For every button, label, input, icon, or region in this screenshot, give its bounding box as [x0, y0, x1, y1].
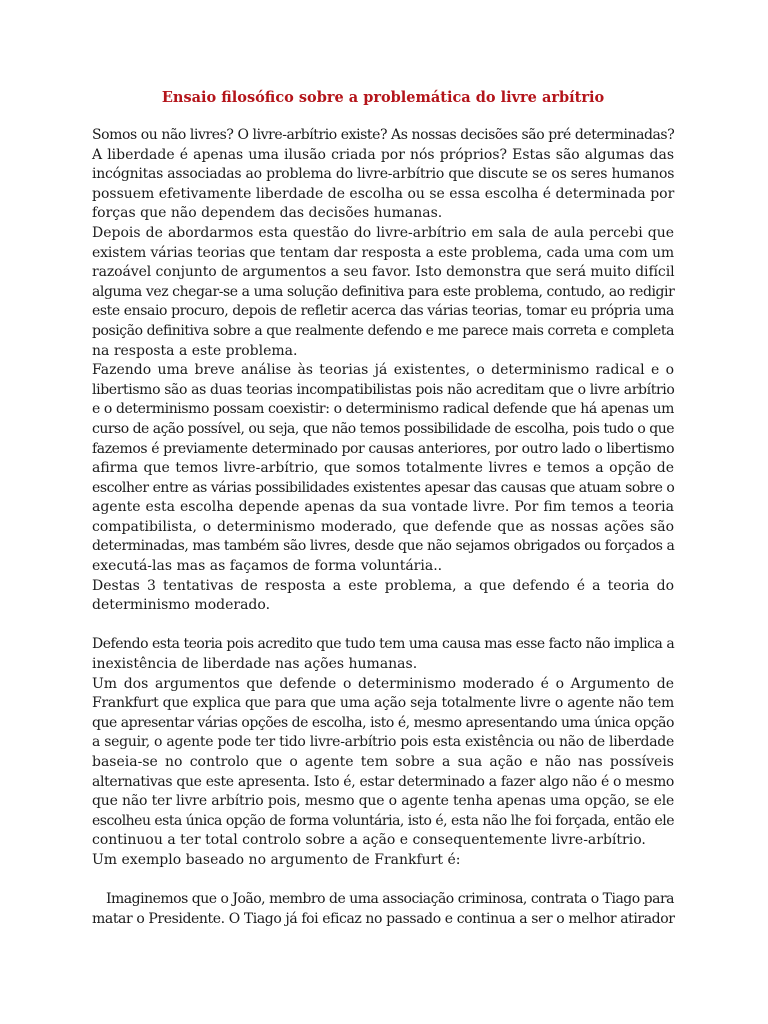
text-line: razoável conjunto de argumentos a seu favor. Isto demonstra que será muito difícil — [92, 264, 675, 281]
text-line: e o determinismo possam coexistir: o determinismo radical defende que há apenas um — [92, 401, 674, 418]
text-line: Um exemplo baseado no argumento de Frankfurt é: — [92, 851, 461, 868]
text-line: alguma vez chegar-se a uma solução definitiva para este problema, contudo, ao redigir — [92, 283, 675, 300]
text-line: fazemos é previamente determinado por causas anteriores, por outro lado o libertismo — [92, 440, 675, 457]
text-line: Defendo esta teoria pois acredito que tudo tem uma causa mas esse facto não implica a — [92, 636, 675, 653]
text-line: a seguir, o agente pode ter tido livre-arbítrio pois esta existência ou não de liberdade — [92, 734, 674, 751]
text-line: existem várias teorias que tentam dar resposta a este problema, cada uma com um — [92, 244, 674, 261]
text-line: Fazendo uma breve análise às teorias já existentes, o determinismo radical e o — [92, 362, 674, 379]
paragraph — [92, 890, 674, 929]
text-line: Depois de abordarmos esta questão do livre-arbítrio em sala de aula percebi que — [92, 224, 674, 241]
text-line: possuem efetivamente liberdade de escolha ou se essa escolha é determinada por — [92, 185, 675, 202]
text-line: que apresentar várias opções de escolha, isto é, mesmo apresentando uma única opção — [92, 714, 674, 731]
paragraph — [92, 577, 674, 616]
text-line: libertismo são as duas teorias incompatibilistas pois não acreditam que o livre arbítrio — [92, 381, 675, 398]
text-line: Somos ou não livres? O livre-arbítrio existe? As nossas decisões são pré determinadas? — [92, 127, 675, 143]
text-line: determinadas, mas também são livres, desde que não sejamos obrigados ou forçados a — [92, 538, 675, 555]
text-line: Imaginemos que o João, membro de uma associação criminosa, contrata o Tiago para — [106, 891, 674, 908]
text-line: baseia-se no controlo que o agente tem sobre a sua ação e não nas possíveis — [92, 754, 674, 770]
text-line: este ensaio procuro, depois de refletir acerca das várias teorias, tomar eu própria uma — [92, 303, 674, 320]
text-line: agente esta escolha depende apenas da sua vontade livre. Por fim temos a teoria — [92, 499, 674, 516]
text-line: incógnitas associadas ao problema do livre-arbítrio que discute se os seres humanos — [92, 166, 675, 183]
paragraph-spacer — [92, 871, 674, 891]
document-title: Ensaio filosófico sobre a problemática do livre arbítrio — [161, 89, 605, 106]
text-line: forças que não dependem das decisões humanas. — [92, 205, 443, 222]
text-line: na resposta a este problema. — [92, 342, 298, 359]
paragraph — [92, 361, 674, 577]
text-line: determinismo moderado. — [92, 597, 271, 614]
text-line: executá-las mas as façamos de forma voluntária.. — [92, 558, 443, 575]
text-line: inexistência de liberdade nas ações humanas. — [92, 656, 418, 673]
text-line: alternativas que este apresenta. Isto é, estar determinado a fazer algo não é o mesmo — [92, 773, 674, 790]
paragraph-spacer — [92, 616, 674, 636]
text-line: A liberdade é apenas uma ilusão criada por nós próprios? Estas são algumas das — [92, 146, 674, 163]
text-line: Frankfurt que explica que para que uma ação seja totalmente livre o agente não tem — [92, 695, 675, 712]
paragraph — [92, 675, 674, 851]
text-line: Um dos argumentos que defende o determinismo moderado é o Argumento de — [92, 675, 674, 692]
text-line: matar o Presidente. O Tiago já foi eficaz no passado e continua a ser o melhor atirador — [92, 910, 675, 927]
text-line: que não ter livre arbítrio pois, mesmo que o agente tenha apenas uma opção, se ele — [92, 793, 675, 810]
text-line: compatibilista, o determinismo moderado, que defende que as nossas ações são — [92, 518, 674, 535]
paragraph — [92, 224, 674, 361]
text-line: Destas 3 tentativas de resposta a este problema, a que defendo é a teoria do — [92, 577, 674, 594]
document-body — [92, 126, 674, 929]
paragraph — [92, 126, 674, 224]
text-line: escolher entre as várias possibilidades existentes apesar das causas que atuam sobre o — [92, 479, 675, 496]
paragraph — [92, 635, 674, 674]
paragraph — [92, 851, 674, 871]
text-line: escolheu esta única opção de forma voluntária, isto é, esta não lhe foi forçada, então ele — [92, 812, 674, 829]
text-line: continuou a ter total controlo sobre a ação e consequentemente livre-arbítrio. — [92, 832, 646, 849]
text-line: afirma que temos livre-arbítrio, que somos totalmente livres e temos a opção de — [92, 460, 674, 477]
text-line: curso de ação possível, ou seja, que não temos possibilidade de escolha, pois tudo o que — [92, 420, 674, 437]
text-line: posição definitiva sobre a que realmente defendo e me parece mais correta e completa — [92, 322, 674, 339]
